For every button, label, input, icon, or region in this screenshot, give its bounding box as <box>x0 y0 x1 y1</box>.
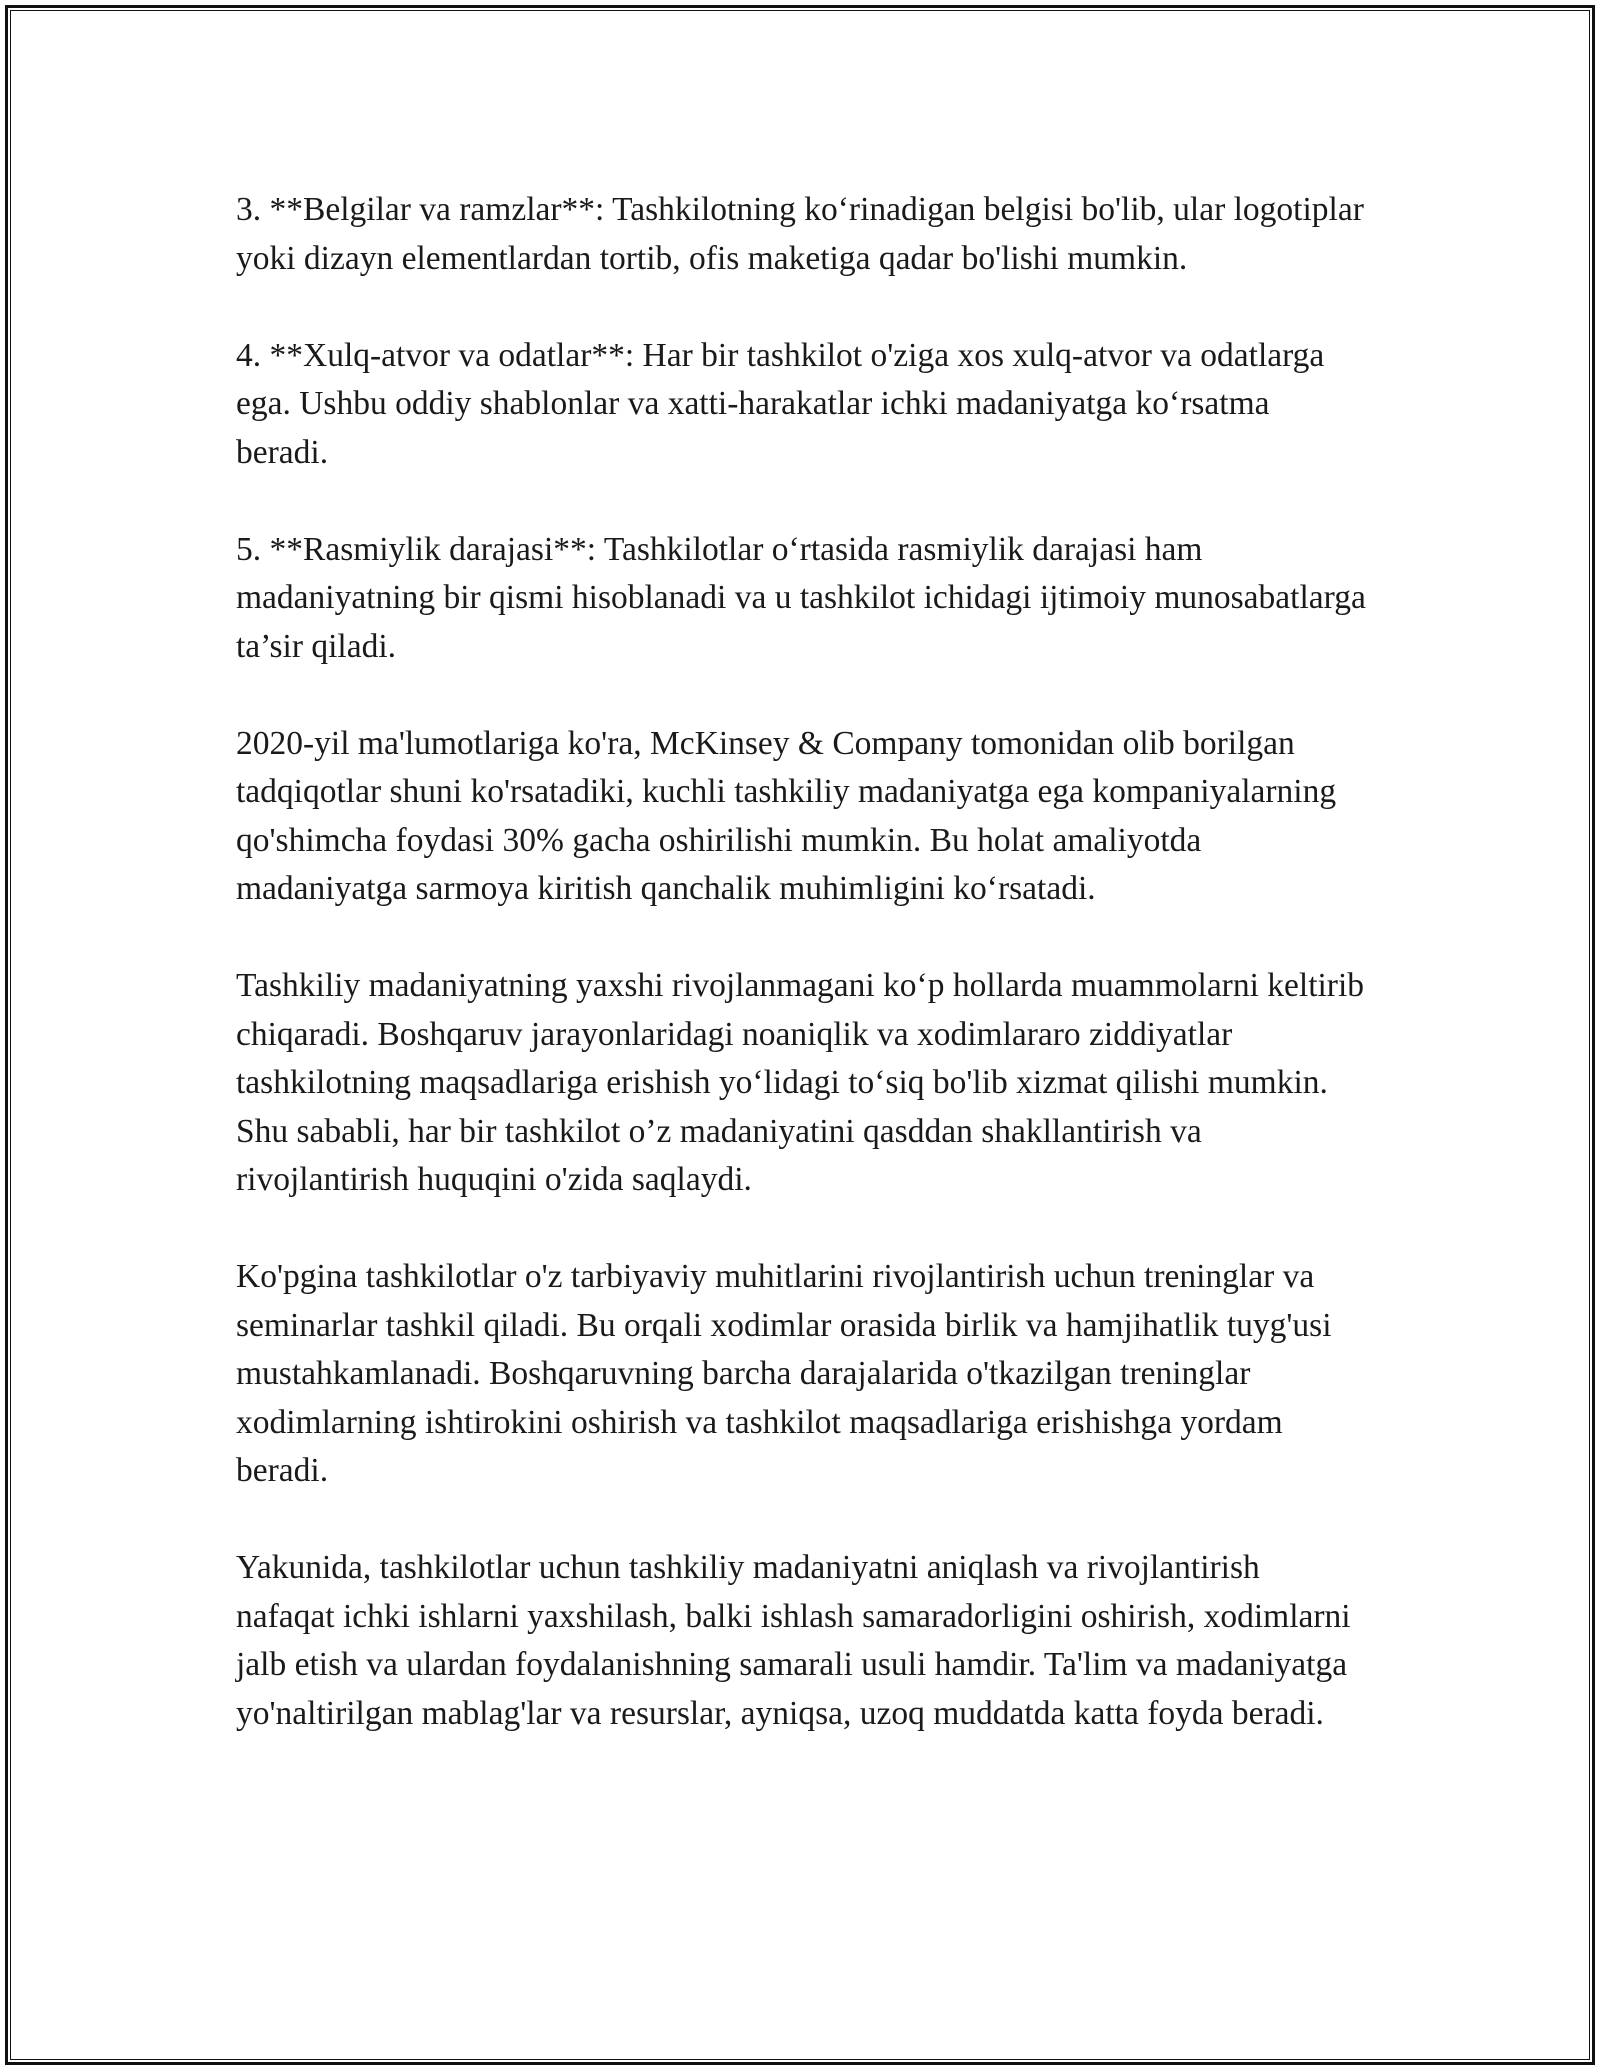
paragraph-mckinsey-study: 2020-yil ma'lumotlariga ko'ra, McKinsey & Company tomonidan olib borilgan tadqiqotlar shuni ko'rsatadiki, kuchli tashkiliy madaniyatga ega kompaniyalarning qo'shimcha foydasi 30% gacha oshirilishi mumkin. Bu holat amaliyotda madaniyatga sarmoya kiritish qanchalik muhimligini ko‘rsatadi. <box>236 724 1337 907</box>
paragraph-xulq-atvor-va-odatlar: 4. **Xulq-atvor va odatlar**: Har bir tashkilot o'ziga xos xulq-atvor va odatlarga ega. Ushbu oddiy shablonlar va xatti-harakatlar ichki madaniyatga ko‘rsatma beradi. <box>236 336 1325 471</box>
document-body <box>236 186 1366 1787</box>
paragraph-conclusion: Yakunida, tashkilotlar uchun tashkiliy madaniyatni aniqlash va rivojlantirish nafaqat ichki ishlarni yaxshilash, balki ishlash samaradorligini oshirish, xodimlarni jalb etish va ulardan foydalanishning samarali usuli hamdir. Ta'lim va madaniyatga yo'naltirilgan mablag'lar va resurslar, ayniqsa, uzoq muddatda katta foyda beradi. <box>236 1549 1351 1732</box>
paragraph-poor-culture-problems: Tashkiliy madaniyatning yaxshi rivojlanmagani ko‘p hollarda muammolarni keltirib chiqaradi. Boshqaruv jarayonlaridagi noaniqlik va xodimlararo ziddiyatlar tashkilotning maqsadlariga erishish yo‘lidagi to‘siq bo'lib xizmat qilishi mumkin. Shu sababli, har bir tashkilot o’z madaniyatini qasddan shakllantirish va rivojlantirish huquqini o'zida saqlaydi. <box>236 967 1365 1198</box>
paragraph-trainings-seminars: Ko'pgina tashkilotlar o'z tarbiyaviy muhitlarini rivojlantirish uchun treninglar va seminarlar tashkil qiladi. Bu orqali xodimlar orasida birlik va hamjihatlik tuyg'usi mustahkamlanadi. Boshqaruvning barcha darajalarida o'tkazilgan treninglar xodimlarning ishtirokini oshirish va tashkilot maqsadlariga erishishga yordam beradi. <box>236 1258 1332 1489</box>
paragraph-rasmiylik-darajasi: 5. **Rasmiylik darajasi**: Tashkilotlar o‘rtasida rasmiylik darajasi ham madaniyatning bir qismi hisoblanadi va u tashkilot ichidagi ijtimoiy munosabatlarga ta’sir qiladi. <box>236 530 1366 665</box>
paragraph-belgilar-va-ramzlar: 3. **Belgilar va ramzlar**: Tashkilotning ko‘rinadigan belgisi bo'lib, ular logotiplar yoki dizayn elementlardan tortib, ofis maketiga qadar bo'lishi mumkin. <box>236 191 1364 277</box>
